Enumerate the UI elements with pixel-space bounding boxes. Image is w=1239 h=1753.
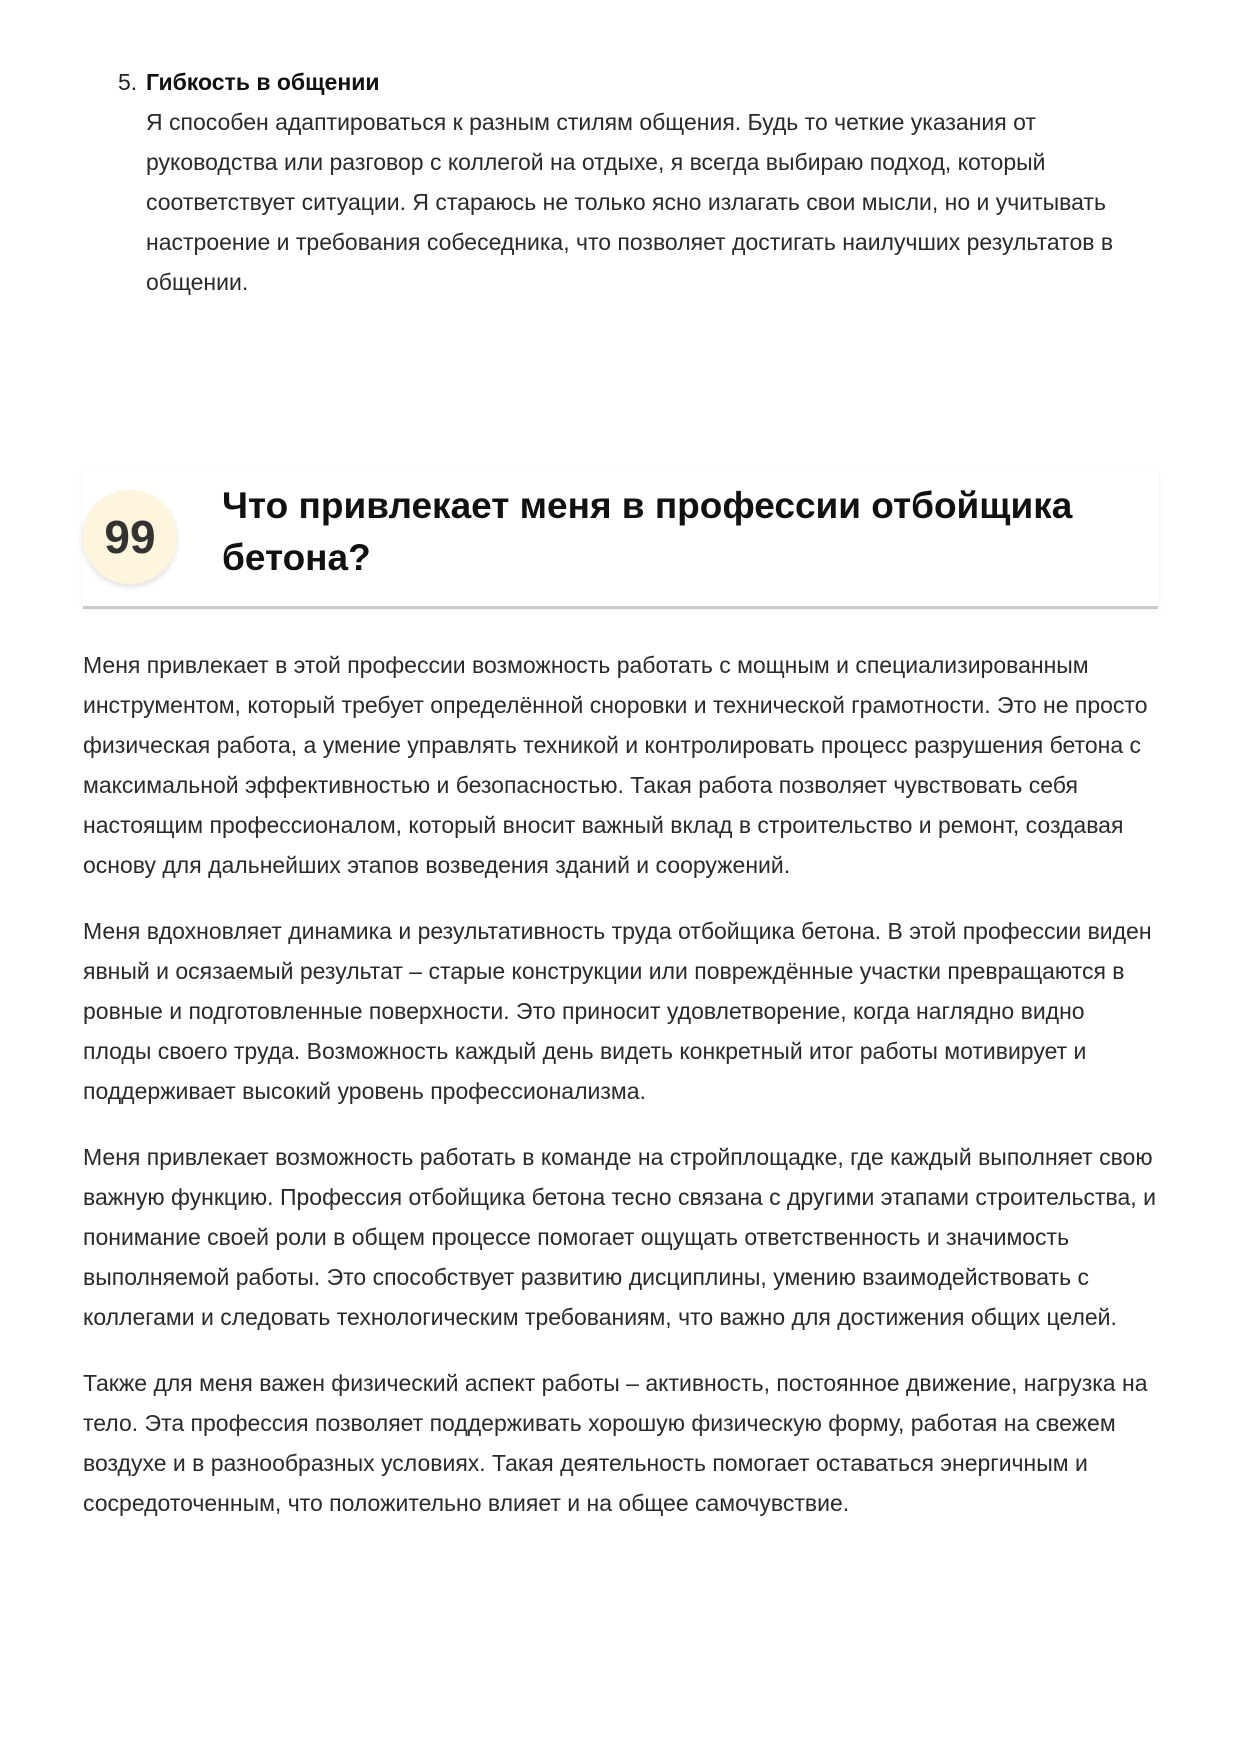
section-title: Что привлекает меня в профессии отбойщика бетона? — [222, 485, 1073, 578]
list-item-title: Гибкость в общении — [146, 69, 380, 95]
paragraph: Также для меня важен физический аспект работы – активность, постоянное движение, нагрузка на тело. Эта профессия позволяет поддерживать хорошую физическую форму, работая на свежем воздухе и в разнообразных условиях. Такая деятельность помогает оставаться энергичным и сосредоточенным, что положительно влияет и на общее самочувствие. — [83, 1370, 1148, 1516]
list-item-text: Я способен адаптироваться к разным стилям общения. Будь то четкие указания от руководства или разговор с коллегой на отдыхе, я всегда выбираю подход, который соответствует ситуации. Я стараюсь не только ясно излагать свои мысли, но и учитывать настроение и требования собеседника, что позволяет достигать наилучших результатов в общении. — [146, 109, 1114, 295]
paragraph: Меня привлекает в этой профессии возможность работать с мощным и специализированным инструментом, который требует определённой сноровки и технической грамотности. Это не просто физическая работа, а умение управлять техникой и контролировать процесс разрушения бетона с максимальной эффективностью и безопасностью. Такая работа позволяет чувствовать себя настоящим профессионалом, который вносит важный вклад в строительство и ремонт, создавая основу для дальнейших этапов возведения зданий и сооружений. — [83, 652, 1148, 878]
list-item-number: 5. — [118, 69, 138, 95]
paragraph: Меня привлекает возможность работать в команде на стройплощадке, где каждый выполняет свою важную функцию. Профессия отбойщика бетона тесно связана с другими этапами строительства, и понимание своей роли в общем процессе помогает ощущать ответственность и значимость выполняемой работы. Это способствует развитию дисциплины, умению взаимодействовать с коллегами и следовать технологическим требованиям, что важно для достижения общих целей. — [83, 1144, 1156, 1330]
section-header — [83, 468, 1158, 609]
section-content — [83, 645, 1158, 1549]
paragraph: Меня вдохновляет динамика и результативность труда отбойщика бетона. В этой профессии виден явный и осязаемый результат – старые конструкции или повреждённые участки превращаются в ровные и подготовленные поверхности. Это приносит удовлетворение, когда наглядно видно плоды своего труда. Возможность каждый день видеть конкретный итог работы мотивирует и поддерживает высокий уровень профессионализма. — [83, 918, 1152, 1104]
section-number-badge: 99 — [83, 490, 177, 584]
